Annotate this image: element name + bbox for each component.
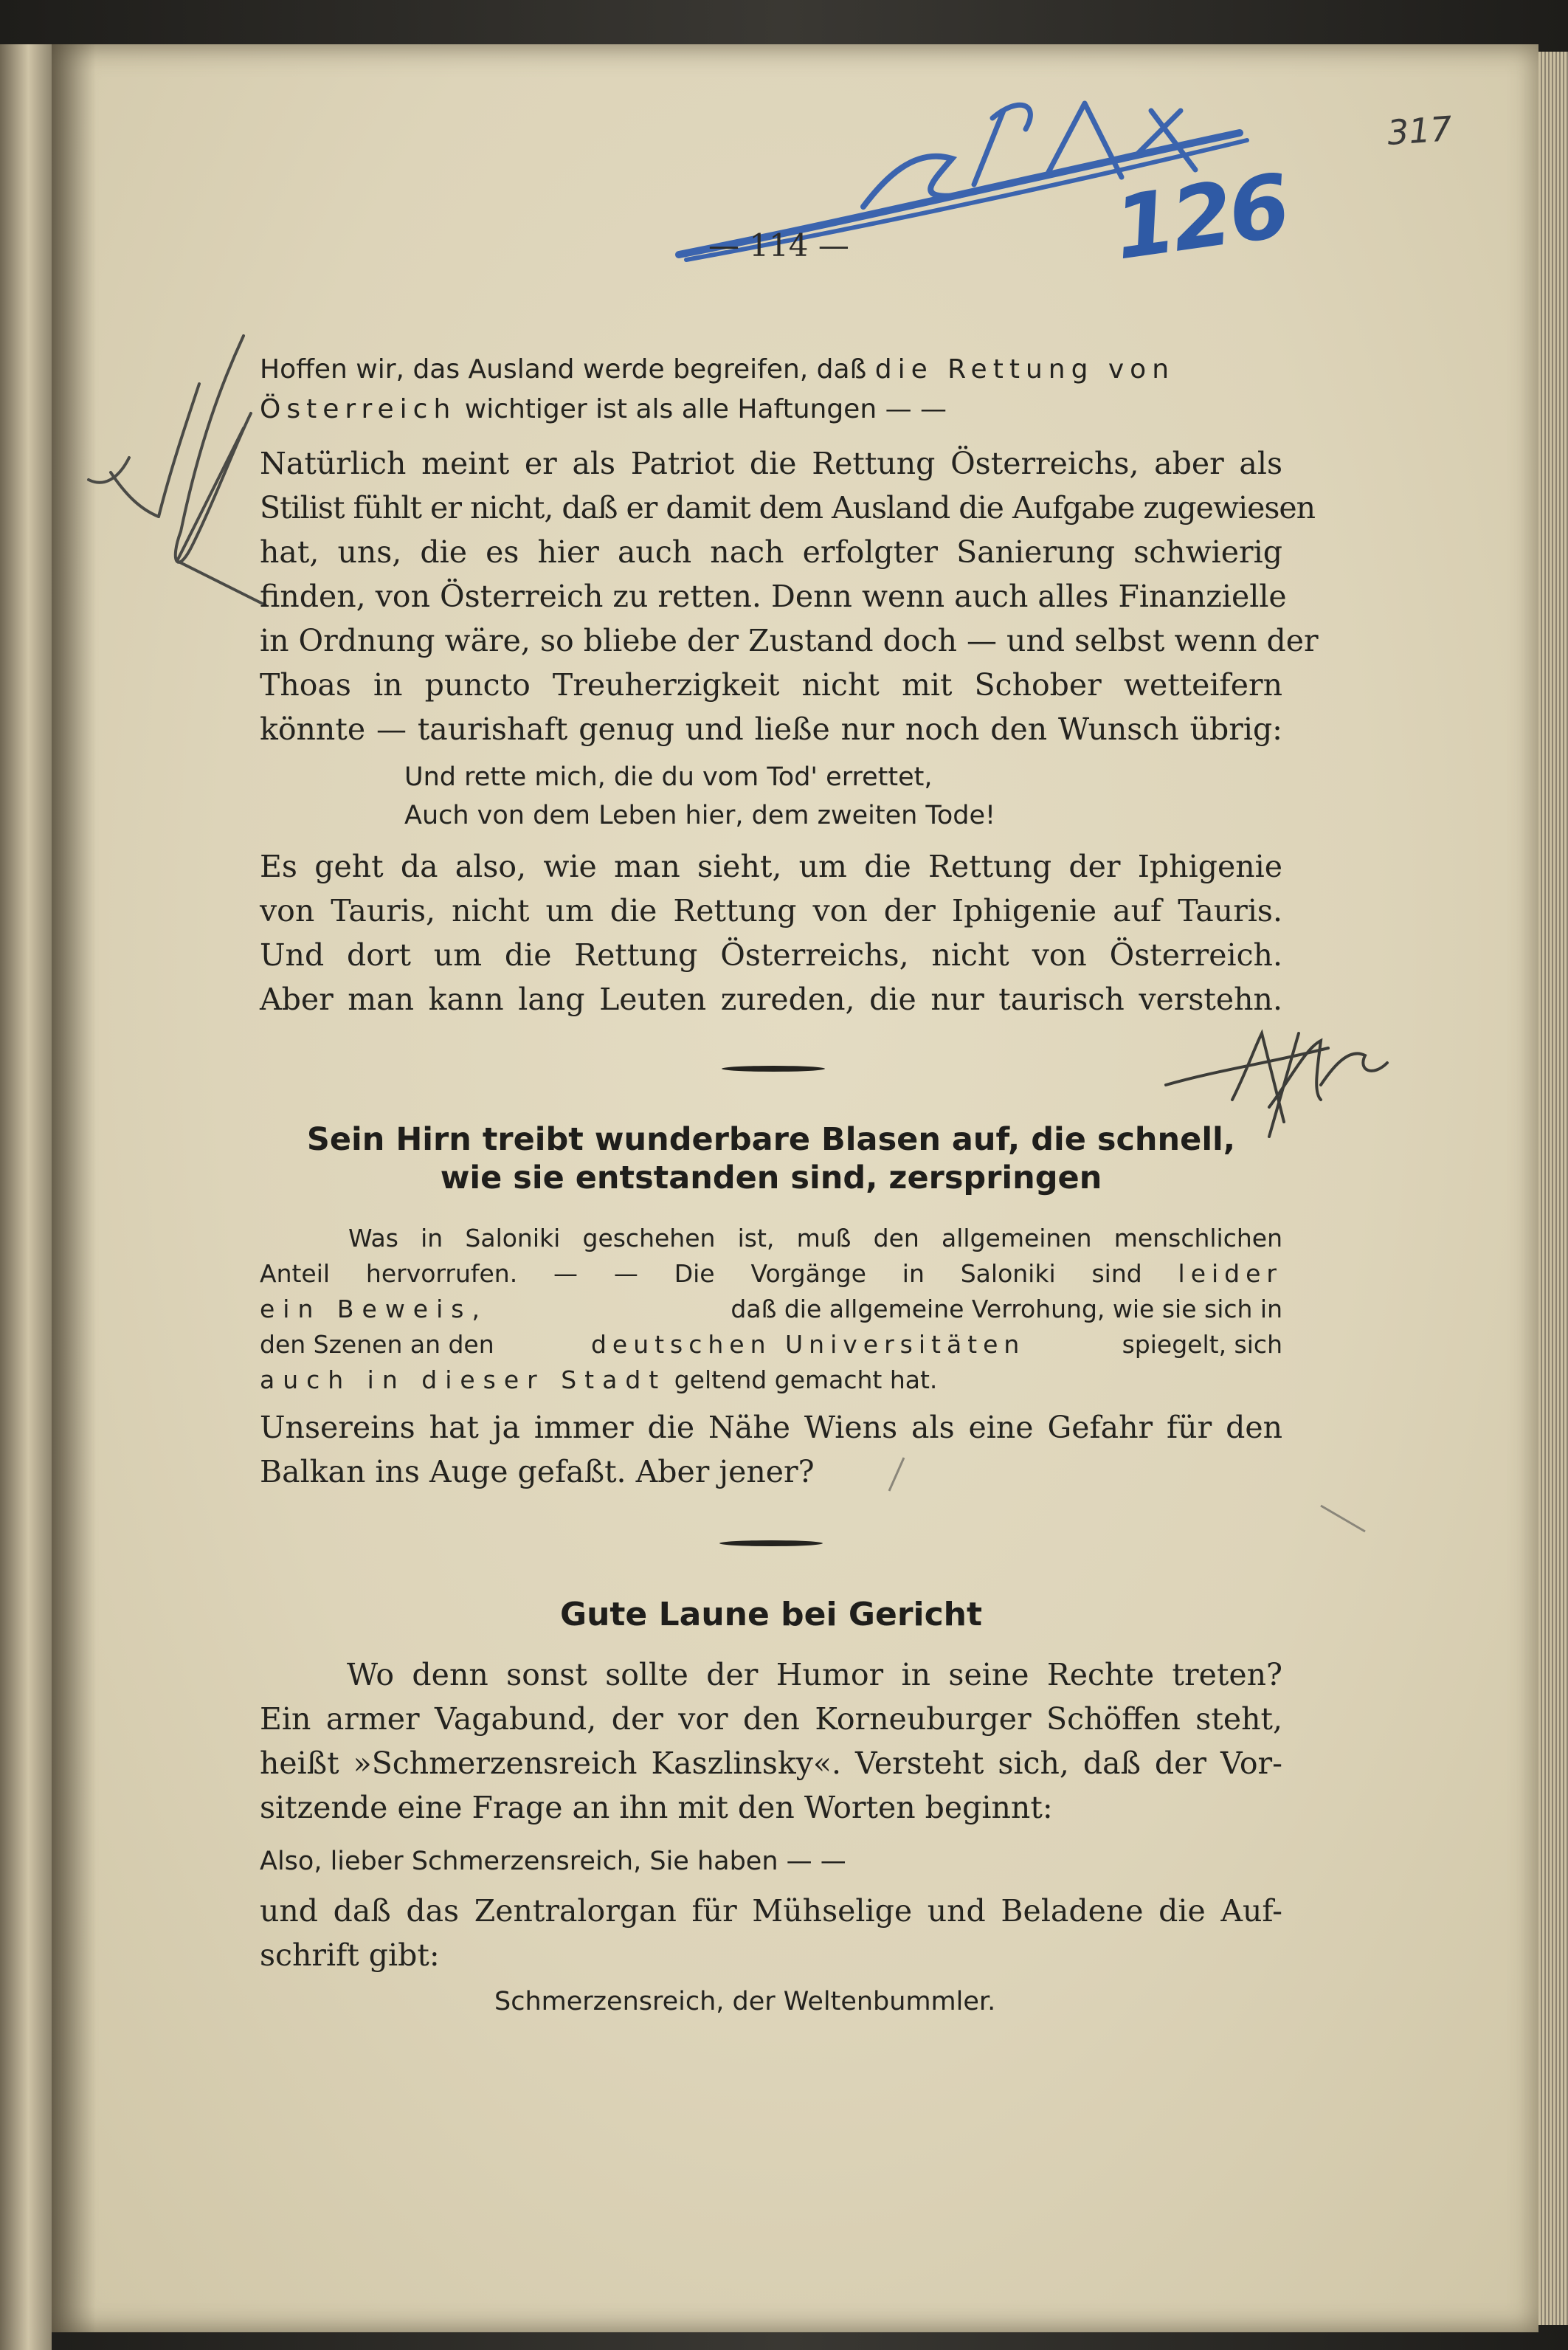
paragraph-line: Wo denn sonst sollte der Humor in seine Rechte treten? (347, 1657, 1282, 1692)
paragraph-line: sitzende eine Frage an ihn mit den Worten beginnt: (260, 1790, 1053, 1825)
paragraph-line: Thoas in puncto Treuherzigkeit nicht mit Schober wetteifern (260, 667, 1282, 703)
paragraph-line: Ein armer Vagabund, der vor den Korneuburger Schöffen steht, (260, 1701, 1282, 1737)
quote-text: Hoffen wir, das Ausland werde begreifen, daß (260, 354, 867, 385)
paragraph-line: heißt »Schmerzensreich Kaszlinsky«. Versteht sich, daß der Vor- (260, 1746, 1282, 1781)
quote-text: wichtiger ist als alle Haftungen — — (464, 394, 947, 424)
section2-title (260, 1120, 1282, 1197)
paragraph-line: Natürlich meint er als Patriot die Rettung Österreichs, aber als (260, 446, 1282, 481)
quote-spaced-text: die Rettung von (874, 354, 1175, 385)
section-divider (719, 1540, 823, 1546)
paragraph-line: Stilist fühlt er nicht, daß er damit dem Ausland die Aufgabe zugewiesen (260, 490, 1316, 526)
section-divider (722, 1066, 825, 1072)
quote-text: den Szenen an den (260, 1330, 494, 1359)
verse-line: Und rette mich, die du vom Tod' errettet, (404, 762, 933, 792)
quote-spaced-text: deutschen Universitäten (590, 1330, 1026, 1359)
quote-line (260, 1330, 1282, 1359)
quote-spaced-text: leider (1178, 1259, 1282, 1288)
paragraph-line: hat, uns, die es hier auch nach erfolgter Sanierung schwierig (260, 534, 1282, 570)
section3-quote: Also, lieber Schmerzensreich, Sie haben — — (260, 1847, 846, 1876)
quote-line-2 (260, 394, 947, 424)
facing-page-edge (0, 44, 52, 2350)
quote-line: Was in Saloniki geschehen ist, muß den allgemeinen menschlichen (348, 1224, 1282, 1252)
quote-spaced-text: Österreich (260, 394, 457, 424)
section3-title: Gute Laune bei Gericht (559, 1596, 983, 1633)
quote-text: geltend gemacht hat. (674, 1365, 938, 1394)
paragraph-line: von Tauris, nicht um die Rettung von der Iphigenie auf Tauris. (260, 893, 1282, 928)
section2-title-line: Sein Hirn treibt wunderbare Blasen auf, die schnell, (306, 1121, 1236, 1158)
paragraph-line: und daß das Zentralorgan für Mühselige und Beladene die Auf- (260, 1893, 1282, 1929)
pencil-folio-number: 317 (1386, 108, 1454, 153)
section2-title-line: wie sie entstanden sind, zerspringen (440, 1160, 1102, 1196)
paragraph-line: finden, von Österreich zu retten. Denn wenn auch alles Finanzielle (260, 579, 1287, 614)
paragraph-line: in Ordnung wäre, so bliebe der Zustand doch — und selbst wenn der (260, 623, 1319, 658)
paragraph-line: Balkan ins Auge gefaßt. Aber jener? (260, 1454, 815, 1489)
quote-text: daß die allgemeine Verrohung, wie sie sich in (731, 1295, 1282, 1323)
quote-line (260, 1295, 1282, 1323)
quote-line-1 (260, 354, 1175, 385)
section3-headline-quote: Schmerzensreich, der Weltenbummler. (494, 1987, 996, 2016)
verse-line: Auch von dem Leben hier, dem zweiten Tode! (404, 801, 996, 830)
blue-handwritten-number: 126 (1108, 154, 1294, 280)
quote-line (260, 1365, 937, 1394)
paragraph-line: Unsereins hat ja immer die Nähe Wiens als eine Gefahr für den (260, 1410, 1282, 1445)
page-number: — 114 — (708, 227, 849, 263)
paragraph-line: Es geht da also, wie man sieht, um die Rettung der Iphigenie (260, 849, 1282, 884)
quote-text: spiegelt, sich (1122, 1330, 1282, 1359)
paragraph-line: könnte — taurishaft genug und ließe nur noch den Wunsch übrig: (260, 711, 1282, 747)
quote-line (260, 1259, 1282, 1288)
paragraph-line: Und dort um die Rettung Österreichs, nicht von Österreich. (260, 937, 1282, 973)
quote-spaced-text: ein Beweis, (260, 1295, 488, 1323)
quote-text: Anteil hervorrufen. — — Die Vorgänge in Saloniki sind (260, 1259, 1142, 1288)
paragraph-line: Aber man kann lang Leuten zureden, die nur taurisch verstehn. (260, 982, 1282, 1017)
quote-spaced-text: auch in dieser Stadt (260, 1365, 667, 1394)
paragraph-line: schrift gibt: (260, 1937, 440, 1973)
stacked-page-edges (1538, 52, 1568, 2325)
gutter-shadow (52, 44, 96, 2332)
